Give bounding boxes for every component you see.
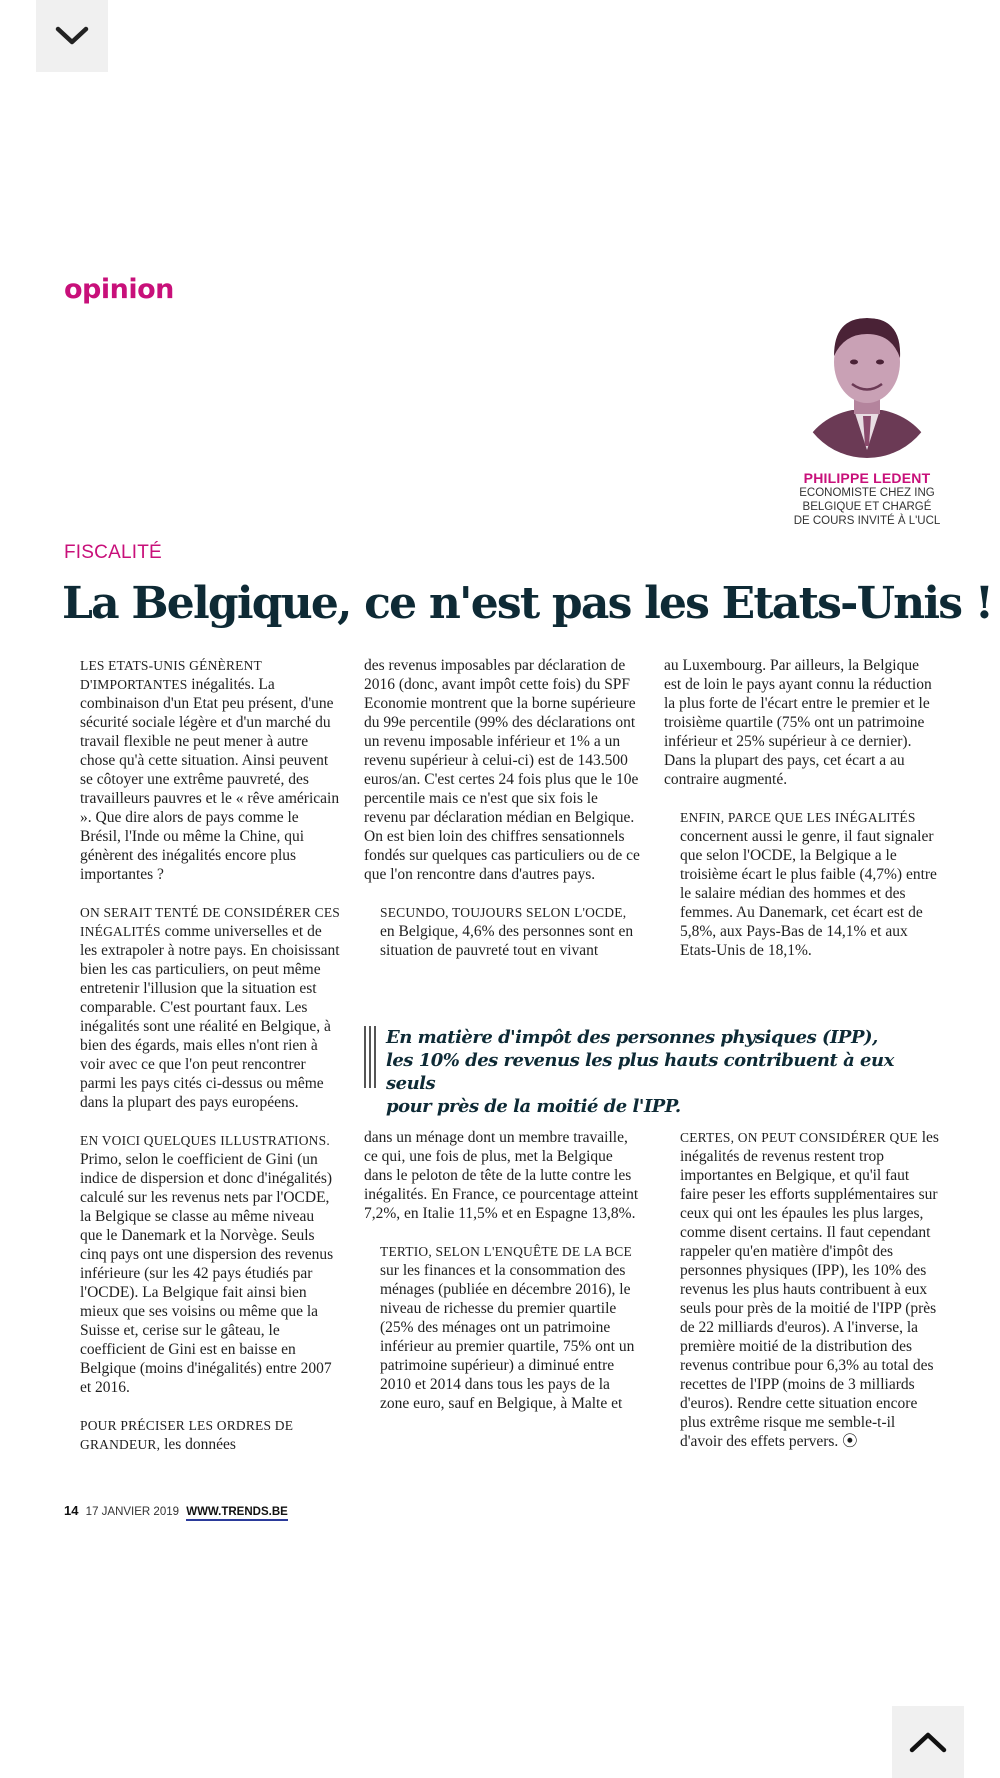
author-name: PHILIPPE LEDENT — [803, 470, 931, 486]
article-headline: La Belgique, ce n'est pas les Etats-Unis ! — [62, 578, 993, 629]
issue-date: 17 JANVIER 2019 — [85, 1506, 180, 1518]
paragraph-lead: ENFIN, PARCE QUE LES INÉGALITÉS — [680, 810, 916, 825]
paragraph-text: concernent aussi le genre, il faut signaler que selon l'OCDE, la Belgique a le troisième écart le plus faible (4,7%) entre le salaire médian des hommes et des femmes. Au Danemark, cet écart est de 5,8%, aux Pays-Bas de 14,1% et aux Etats-Unis de 18,1%. — [680, 828, 937, 959]
paragraph-text: inégalités. La combinaison d'un Etat peu présent, d'une sécurité sociale légère et d'un marché du travail flexible ne peut mener à autre chose qu'à cette situation. Ainsi peuvent se côtoyer une extrême pauvreté, des travailleurs pauvres et le « rêve américain ». Que dire alors de pays comme le Brésil, l'Inde ou même la Chine, qui génèrent des inégalités encore plus importantes ? — [80, 676, 340, 883]
author-portrait — [792, 300, 942, 460]
article-kicker: FISCALITÉ — [64, 542, 162, 563]
paragraph-text: les inégalités de revenus restent trop importantes en Belgique, et qu'il faut faire peser les efforts supplémentaires sur ceux qui ont les épaules les plus larges, comme disent certains. Il faut cependant rappeler qu'en matière d'impôt des personnes physiques (IPP), les 10% des revenus les plus hauts contribuent à eux seuls pour près de la moitié de l'IPP (près de 22 milliards d'euros). A l'inverse, la première moitié de la distribution des revenus contribue pour 6,3% au total des recettes de l'IPP (moins de 3 milliards d'euros). Rendre cette situation encore plus extrême risque me semble-t-il d'avoir des effets pervers. ⦿ — [680, 1129, 939, 1450]
quote-bars-icon — [364, 1026, 386, 1118]
paragraph-text: des revenus imposables par déclaration de 2016 (donc, avant impôt cette fois) du SPF Economie montrent que la borne supérieure du 99e percentile (99% des déclarations ont un revenu imposable inférieur et 1% a un revenu supérieur à celui-ci) est de 143.500 euros/an. C'est certes 24 fois plus que le 10e percentile mais ce n'est que six fois le revenu par déclaration médian en Belgique. On est bien loin des chiffres sensationnels fondés sur quelques cas particuliers ou de ce que l'on rencontre dans d'autres pays. — [364, 657, 640, 883]
paragraph — [364, 903, 640, 960]
paragraph-text: dans un ménage dont un membre travaille, ce qui, une fois de plus, met la Belgique dans le peloton de tête de la lutte contre les inégalités. En France, ce pourcentage atteint 7,2%, en Italie 11,5% et en Espagne 13,8%. — [364, 1129, 639, 1222]
paragraph-lead: CERTES, ON PEUT CONSIDÉRER QUE — [680, 1130, 918, 1145]
column-2-lower — [364, 1128, 640, 1432]
paragraph — [364, 656, 640, 884]
paragraph — [64, 1416, 340, 1454]
paragraph-text: sur les finances et la consommation des ménages (publiée en décembre 2016), le niveau de richesse du premier quartile (25% des ménages ont un patrimoine inférieur au premier quartile, 75% ont un patrimoine supérieur) a diminué entre 2010 et 2014 dans tous les pays de la zone euro, sauf en Belgique, à Malte et — [380, 1262, 635, 1412]
paragraph-lead: ON SERAIT TENTÉ DE CONSIDÉRER CES INÉGALITÉS — [80, 905, 340, 939]
pull-quote-text: En matière d'impôt des personnes physiques (IPP), les 10% des revenus les plus hauts contribuent à eux seuls pour près de la moitié de l'IPP. — [386, 1027, 894, 1117]
paragraph — [664, 656, 940, 789]
page-footer — [64, 1503, 288, 1518]
column-1 — [64, 656, 340, 1473]
chevron-down-icon — [54, 25, 90, 47]
page-number: 14 — [64, 1503, 79, 1518]
column-2 — [364, 656, 640, 979]
paragraph-text: comme universelles et de les extrapoler à notre pays. En choisissant bien les cas particuliers, on peut même entretenir l'illusion que la situation est comparable. C'est pourtant faux. Les inégalités sont une réalité en Belgique, à bien des égards, mais elles n'ont rien à voir avec ce que l'on peut rencontrer parmi les pays cités ci-dessus ou même dans la plupart des pays européens. — [80, 923, 340, 1111]
paragraph-lead: LES ETATS-UNIS GÉNÈRENT D'IMPORTANTES — [80, 658, 262, 692]
paragraph-text: en Belgique, 4,6% des personnes sont en situation de pauvreté tout en vivant — [380, 923, 634, 959]
paragraph-text: Primo, selon le coefficient de Gini (un indice de dispersion et donc d'inégalités) calculé sur les revenus nets par l'OCDE, la Belgique se classe au même niveau que le Danemark et la Norvège. Seuls cinq pays ont une dispersion des revenus inférieure (sur les 42 pays étudiés par l'OCDE). La Belgique fait ainsi bien mieux que ses voisins ou même que la Suisse et, cerise sur le gâteau, le coefficient de Gini est en baisse en Belgique (moins d'inégalités) entre 2007 et 2016. — [80, 1151, 334, 1396]
author-box — [782, 300, 952, 528]
scroll-up-button[interactable] — [892, 1706, 964, 1778]
paragraph — [664, 1128, 940, 1451]
pull-quote — [364, 1026, 944, 1118]
paragraph-lead: POUR PRÉCISER LES ORDRES DE GRANDEUR, — [80, 1418, 294, 1452]
scroll-down-button[interactable] — [36, 0, 108, 72]
author-role: ECONOMISTE CHEZ ING BELGIQUE ET CHARGÉ DE COURS INVITÉ À L'UCL — [793, 487, 941, 527]
paragraph — [64, 1131, 340, 1397]
chevron-up-icon — [908, 1730, 948, 1754]
paragraph-text: les données — [160, 1436, 236, 1453]
column-3-lower — [664, 1128, 940, 1470]
paragraph — [664, 808, 940, 960]
paragraph — [364, 1242, 640, 1413]
section-label: opinion — [64, 274, 174, 305]
website-link[interactable]: WWW.TRENDS.BE — [186, 1506, 288, 1521]
paragraph — [64, 656, 340, 884]
paragraph-lead: SECUNDO, TOUJOURS SELON L'OCDE, — [380, 905, 627, 920]
paragraph — [64, 903, 340, 1112]
paragraph-lead: EN VOICI QUELQUES ILLUSTRATIONS. — [80, 1133, 330, 1148]
paragraph-lead: TERTIO, SELON L'ENQUÊTE DE LA BCE — [380, 1244, 632, 1259]
column-3 — [664, 656, 940, 979]
paragraph — [364, 1128, 640, 1223]
paragraph-text: au Luxembourg. Par ailleurs, la Belgique est de loin le pays ayant connu la réduction la plus forte de l'écart entre le premier et le troisième quartile (75% ont un patrimoine inférieur et 25% supérieur à ce dernier). Dans la plupart des pays, cet écart a au contraire augmenté. — [664, 657, 932, 788]
